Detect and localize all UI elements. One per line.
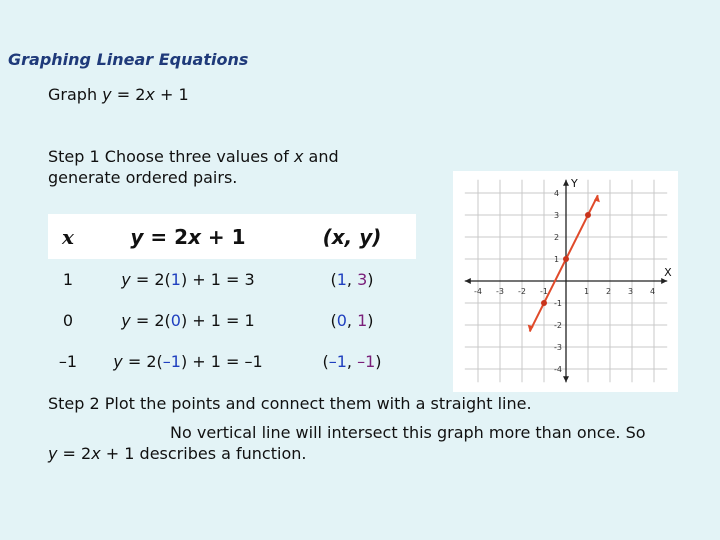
y-tick-label: 4 xyxy=(554,189,560,198)
y-tick-label: 3 xyxy=(554,211,560,220)
pair-open: ( xyxy=(330,311,337,330)
graph-canvas xyxy=(453,171,678,392)
header-x-text: x xyxy=(62,224,74,249)
cell-equation xyxy=(88,259,288,300)
table-row xyxy=(48,341,416,382)
header-x-var: x xyxy=(188,224,201,249)
pair-y: –1 xyxy=(357,352,376,371)
concl-tail: + 1 describes a function. xyxy=(100,444,307,463)
cell-pair xyxy=(288,259,416,300)
page-title: Graphing Linear Equations xyxy=(8,50,249,69)
cell-x xyxy=(48,259,88,300)
x-tick-label: 3 xyxy=(628,287,634,296)
var-y: y xyxy=(102,85,112,104)
pair-y: 1 xyxy=(357,311,368,330)
pair-close: ) xyxy=(375,352,382,371)
y-axis-arrow-down xyxy=(563,376,569,382)
concl-var-x: x xyxy=(91,444,101,463)
step2-text: Step 2 Plot the points and connect them with a straight line. xyxy=(48,394,532,413)
eq-mid2: ) + 1 = xyxy=(180,311,245,330)
y-tick-label: 1 xyxy=(554,255,560,264)
plotted-point xyxy=(541,300,547,306)
cell-equation xyxy=(88,341,288,382)
header-pair-text: (x, y) xyxy=(322,224,382,249)
cell-x-text: 1 xyxy=(62,270,74,289)
x-tick-label: -2 xyxy=(518,287,526,296)
pair-x: 0 xyxy=(336,311,347,330)
header-y: y xyxy=(130,224,144,249)
x-tick-label: -1 xyxy=(540,287,548,296)
step1-text-a: Step 1 Choose three values of xyxy=(48,147,294,166)
cell-x-text: –1 xyxy=(58,352,78,371)
pair-sep: , xyxy=(346,311,358,330)
eq-y: y xyxy=(121,311,131,330)
eq-y: y xyxy=(121,270,131,289)
header-x xyxy=(48,214,88,259)
var-x: x xyxy=(145,85,155,104)
cell-x-text: 0 xyxy=(62,311,74,330)
eq-result: 1 xyxy=(244,311,255,330)
x-axis-label: X xyxy=(664,266,672,279)
plotted-point xyxy=(585,212,591,218)
header-eq-mid: = 2 xyxy=(143,224,189,249)
cell-pair xyxy=(288,300,416,341)
cell-x xyxy=(48,300,88,341)
pair-open: ( xyxy=(330,270,337,289)
eq-result: 3 xyxy=(244,270,255,289)
pair-close: ) xyxy=(367,270,374,289)
graph-instruction xyxy=(48,85,189,104)
eq-mid: = 2( xyxy=(122,352,163,371)
pair-close: ) xyxy=(367,311,374,330)
header-pair xyxy=(288,214,416,259)
coordinate-graph xyxy=(453,171,678,392)
cell-x xyxy=(48,341,88,382)
plotted-point xyxy=(563,256,569,262)
x-tick-label: 4 xyxy=(650,287,656,296)
x-tick-label: -3 xyxy=(496,287,504,296)
x-tick-label: 2 xyxy=(606,287,612,296)
y-tick-label: 2 xyxy=(554,233,560,242)
table-row xyxy=(48,300,416,341)
step1-var-x: x xyxy=(293,147,304,166)
ordered-pairs-table xyxy=(48,214,416,382)
y-tick-label: -3 xyxy=(554,343,562,352)
concl-mid: = 2 xyxy=(57,444,92,463)
header-eq-tail: + 1 xyxy=(200,224,246,249)
pair-x: 1 xyxy=(336,270,347,289)
conclusion-line-1: No vertical line will intersect this graph more than once. So xyxy=(170,423,646,442)
eq-input: 1 xyxy=(170,270,181,289)
pair-sep: , xyxy=(346,270,358,289)
eq-mid: = 2( xyxy=(130,270,171,289)
step1-text-b: and generate ordered pairs. xyxy=(48,147,339,187)
conclusion-line-2 xyxy=(48,444,306,463)
eq-tail: + 1 xyxy=(154,85,189,104)
eq-result: –1 xyxy=(244,352,263,371)
pair-y: 3 xyxy=(357,270,368,289)
y-tick-label: -2 xyxy=(554,321,562,330)
eq-mid: = 2( xyxy=(130,311,171,330)
x-tick-label: 1 xyxy=(584,287,590,296)
x-axis-arrow-left xyxy=(465,278,471,284)
pair-sep: , xyxy=(346,352,358,371)
y-axis-label: Y xyxy=(571,177,578,191)
header-equation xyxy=(88,214,288,259)
eq-input: 0 xyxy=(170,311,181,330)
y-tick-label: -4 xyxy=(554,365,562,374)
eq-mid2: ) + 1 = xyxy=(180,352,245,371)
concl-var-y: y xyxy=(48,444,58,463)
pair-x: –1 xyxy=(328,352,347,371)
eq-mid2: ) + 1 = xyxy=(180,270,245,289)
pair-open: ( xyxy=(322,352,329,371)
eq-part: = 2 xyxy=(111,85,146,104)
graph-instruction-prefix: Graph xyxy=(48,85,103,104)
table-row xyxy=(48,259,416,300)
y-tick-label: -1 xyxy=(554,299,562,308)
y-axis-arrow-up xyxy=(563,180,569,186)
eq-y: y xyxy=(113,352,123,371)
cell-pair xyxy=(288,341,416,382)
table-header-row xyxy=(48,214,416,259)
eq-input: –1 xyxy=(162,352,181,371)
step1-text xyxy=(48,146,408,188)
cell-equation xyxy=(88,300,288,341)
x-tick-label: -4 xyxy=(474,287,482,296)
